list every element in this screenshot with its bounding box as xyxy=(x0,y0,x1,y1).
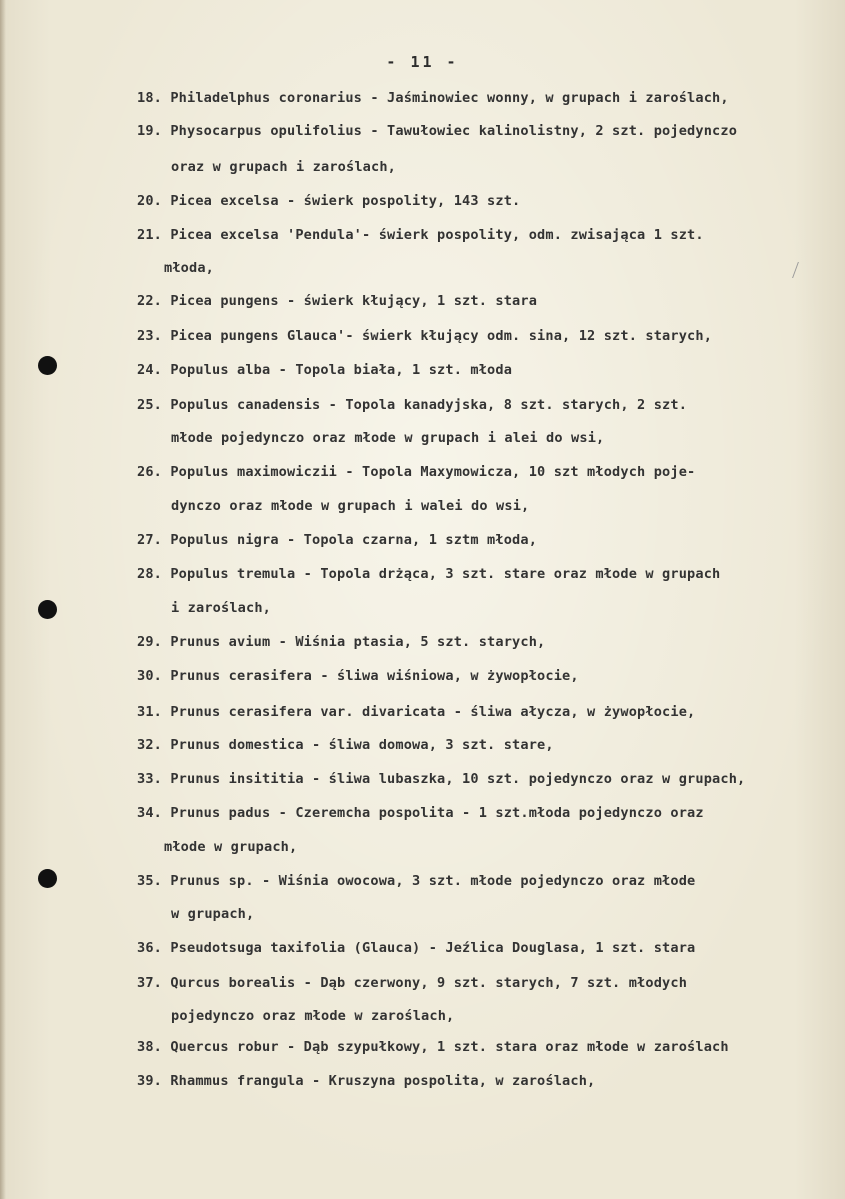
list-line: 39. Rhammus frangula - Kruszyna pospolita, w zaroślach, xyxy=(137,1073,596,1089)
list-line: 25. Populus canadensis - Topola kanadyjska, 8 szt. starych, 2 szt. xyxy=(137,397,688,413)
page-edge-shadow xyxy=(0,0,6,1199)
list-line: 30. Prunus cerasifera - śliwa wiśniowa, w żywopłocie, xyxy=(137,668,579,684)
list-line: 24. Populus alba - Topola biała, 1 szt. młoda xyxy=(137,362,513,378)
punch-hole xyxy=(38,600,57,619)
list-line-continuation: młoda, xyxy=(164,260,215,276)
list-line: 21. Picea excelsa 'Pendula'- świerk pospolity, odm. zwisająca 1 szt. xyxy=(137,227,704,243)
list-line: 19. Physocarpus opulifolius - Tawułowiec kalinolistny, 2 szt. pojedynczo xyxy=(137,123,738,139)
list-line: 34. Prunus padus - Czeremcha pospolita - 1 szt.młoda pojedynczo oraz xyxy=(137,805,704,821)
list-line-continuation: młode w grupach, xyxy=(164,839,298,855)
list-line: 31. Prunus cerasifera var. divaricata - śliwa ałycza, w żywopłocie, xyxy=(137,704,696,720)
punch-hole xyxy=(38,356,57,375)
list-line: 26. Populus maximowiczii - Topola Maxymowicza, 10 szt młodych poje- xyxy=(137,464,696,480)
list-line: 29. Prunus avium - Wiśnia ptasia, 5 szt. starych, xyxy=(137,634,546,650)
list-line-continuation: i zaroślach, xyxy=(171,600,272,616)
list-line: 38. Quercus robur - Dąb szypułkowy, 1 szt. stara oraz młode w zaroślach xyxy=(137,1039,729,1055)
list-line: 33. Prunus insititia - śliwa lubaszka, 10 szt. pojedynczo oraz w grupach, xyxy=(137,771,746,787)
list-line: 32. Prunus domestica - śliwa domowa, 3 szt. stare, xyxy=(137,737,554,753)
list-line: 27. Populus nigra - Topola czarna, 1 sztm młoda, xyxy=(137,532,538,548)
list-line: 28. Populus tremula - Topola drżąca, 3 szt. stare oraz młode w grupach xyxy=(137,566,721,582)
punch-hole xyxy=(38,869,57,888)
pencil-mark xyxy=(784,262,799,278)
list-line: 36. Pseudotsuga taxifolia (Glauca) - Jeźlica Douglasa, 1 szt. stara xyxy=(137,940,696,956)
list-line-continuation: dynczo oraz młode w grupach i walei do wsi, xyxy=(171,498,530,514)
list-line: 22. Picea pungens - świerk kłujący, 1 szt. stara xyxy=(137,293,538,309)
list-line-continuation: oraz w grupach i zaroślach, xyxy=(171,159,397,175)
list-line: 23. Picea pungens Glauca'- świerk kłujący odm. sina, 12 szt. starych, xyxy=(137,328,713,344)
list-line-continuation: młode pojedynczo oraz młode w grupach i alei do wsi, xyxy=(171,430,605,446)
list-line: 20. Picea excelsa - świerk pospolity, 143 szt. xyxy=(137,193,521,209)
list-line-continuation: pojedynczo oraz młode w zaroślach, xyxy=(171,1008,455,1024)
page-number: - 11 - xyxy=(386,53,459,71)
list-line: 18. Philadelphus coronarius - Jaśminowiec wonny, w grupach i zaroślach, xyxy=(137,90,729,106)
list-line-continuation: w grupach, xyxy=(171,906,255,922)
list-line: 37. Qurcus borealis - Dąb czerwony, 9 szt. starych, 7 szt. młodych xyxy=(137,975,688,991)
list-line: 35. Prunus sp. - Wiśnia owocowa, 3 szt. młode pojedynczo oraz młode xyxy=(137,873,696,889)
